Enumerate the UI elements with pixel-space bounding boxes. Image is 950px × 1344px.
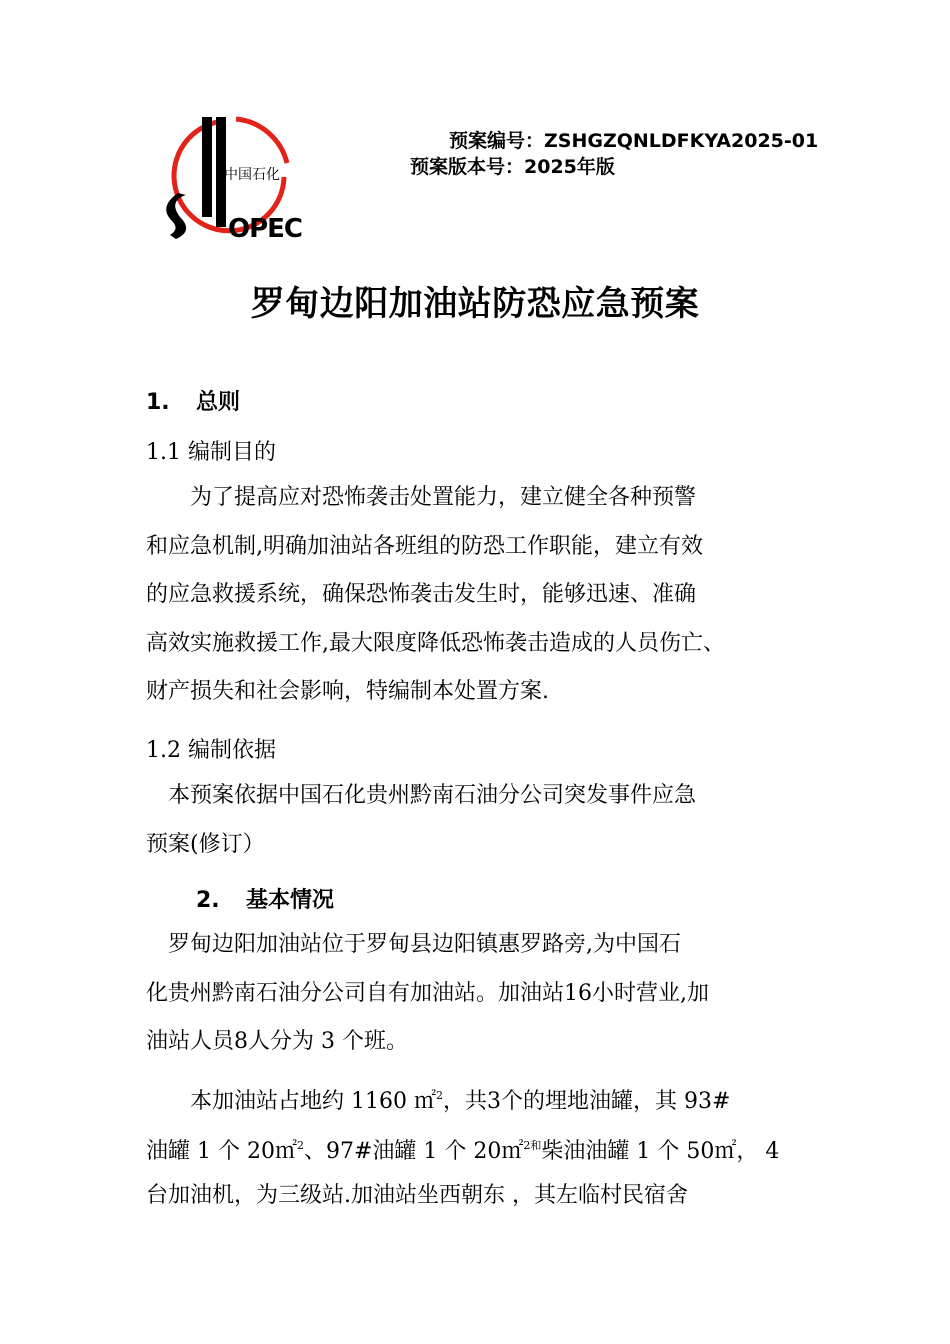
paragraph-line: 的应急救援系统，确保恐怖袭击发生时，能够迅速、准确 — [146, 582, 697, 607]
paragraph-line: 本加油站占地约 1160 ㎡$^2$，共3个的埋地油罐，其 93# — [146, 1089, 731, 1114]
paragraph-line: 财产损失和社会影响，特编制本处置方案. — [146, 679, 549, 704]
paragraph-line: 罗甸边阳加油站位于罗甸县边阳镇惠罗路旁,为中国石 — [146, 932, 681, 957]
paragraph-purpose — [146, 474, 826, 717]
paragraph-line: 台加油机，为三级站.加油站坐西朝东 ，其左临村民宿舍 — [146, 1183, 688, 1208]
paragraph-station-info — [146, 1071, 826, 1221]
sinopec-logo — [166, 113, 302, 244]
section-1-2-heading: 1.2 编制依据 — [146, 738, 276, 763]
paragraph-line: 本预案依据中国石化贵州黔南石油分公司突发事件应急 — [146, 783, 697, 808]
paragraph-line: 化贵州黔南石油分公司自有加油站。加油站16小时营业,加 — [146, 980, 709, 1006]
superscript: 2 — [435, 1089, 443, 1102]
paragraph-basis — [146, 772, 826, 869]
paragraph-line: 油罐 1 个 20㎡$^2$、97#油罐 1 个 20㎡$^{2和}$柴油油罐 1 个 50㎡， 4 — [146, 1139, 780, 1164]
document-title: 罗甸边阳加油站防恐应急预案 — [250, 284, 700, 324]
plan-version: 预案版本号：2025年版 — [410, 156, 615, 178]
section-1-heading — [146, 385, 240, 416]
superscript: 2 — [523, 1139, 531, 1152]
section-1-title: 总则 — [196, 390, 241, 415]
paragraph-line: 高效实施救援工作,最大限度降低恐怖袭击造成的人员伤亡、 — [146, 630, 725, 656]
superscript-he: 和 — [530, 1139, 542, 1152]
svg-text:OPEC: OPEC — [228, 214, 302, 244]
section-1-number: 1. — [146, 390, 170, 415]
section-2-title: 基本情况 — [246, 888, 335, 913]
section-1-1-heading: 1.1 编制目的 — [146, 440, 276, 465]
section-2-heading — [196, 883, 334, 914]
paragraph-basic-info — [146, 921, 826, 1067]
paragraph-line: 油站人员8人分为 3 个班。 — [146, 1029, 408, 1054]
superscript: 2 — [296, 1139, 304, 1152]
logo-cn-text: 中国石化 — [224, 167, 280, 183]
plan-number: 预案编号：ZSHGZQNLDFKYA2025-01 — [449, 130, 819, 152]
paragraph-line: 为了提高应对恐怖袭击处置能力，建立健全各种预警 — [146, 485, 697, 510]
paragraph-line: 和应急机制,明确加油站各班组的防恐工作职能，建立有效 — [146, 533, 703, 559]
section-2-number: 2. — [196, 888, 220, 913]
paragraph-line: 预案(修订） — [146, 831, 265, 857]
